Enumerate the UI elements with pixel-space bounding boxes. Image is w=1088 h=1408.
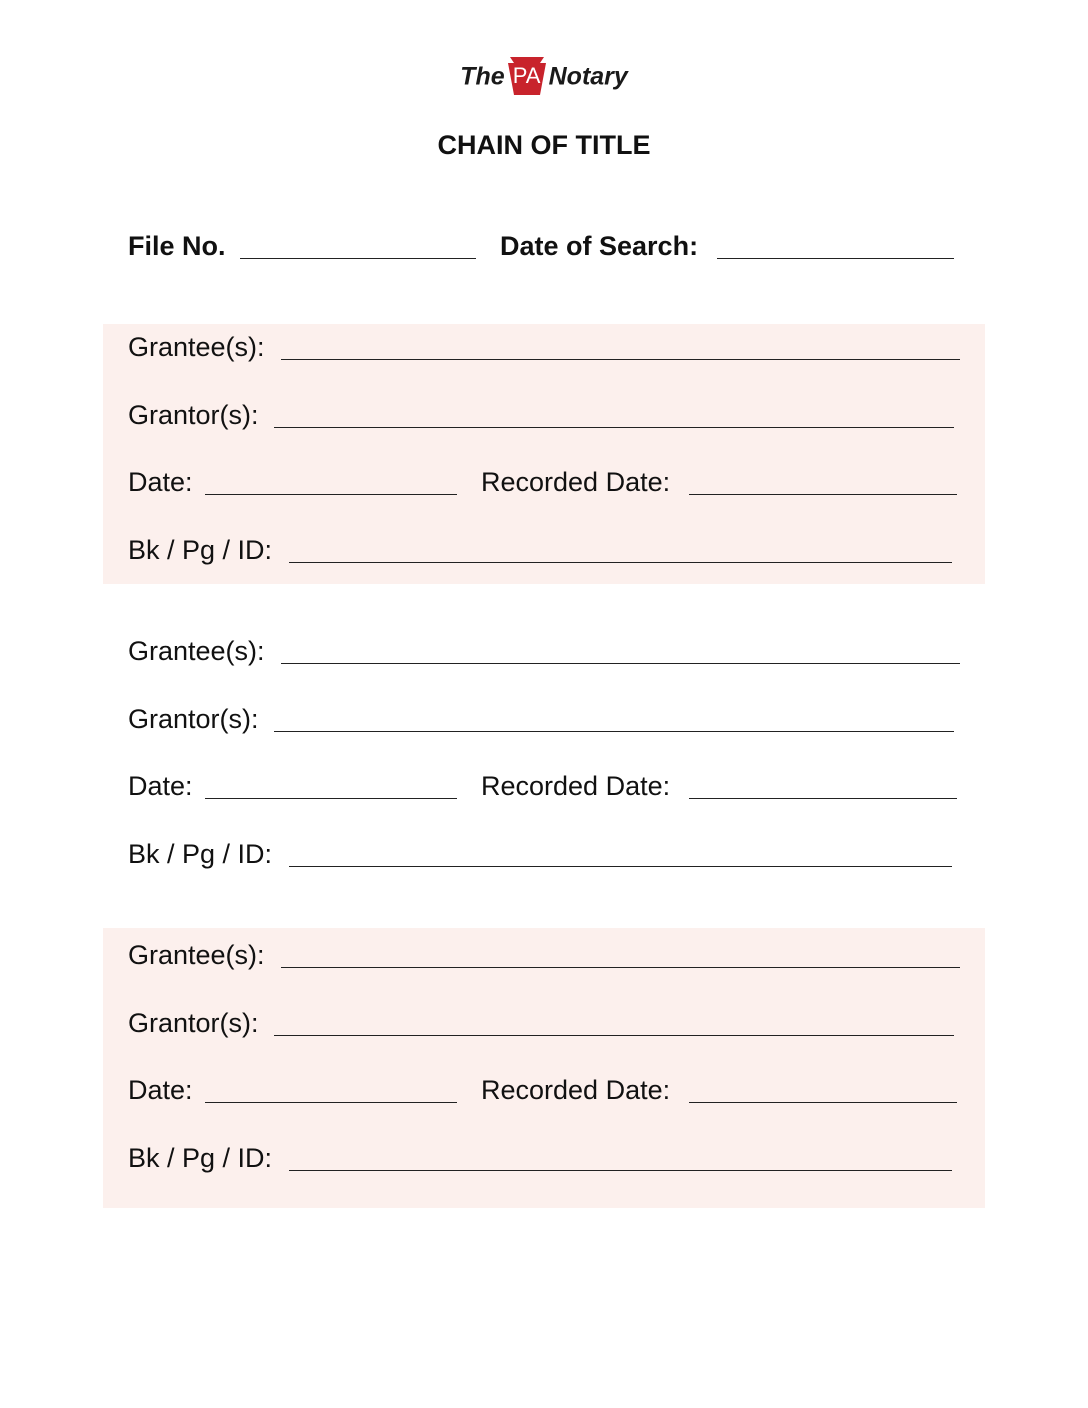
date-label: Date:: [128, 771, 193, 801]
grantor-label: Grantor(s):: [128, 704, 259, 734]
header-row: [0, 226, 1088, 266]
chain-entry-2: [103, 628, 985, 888]
bk-pg-id-label: Bk / Pg / ID:: [128, 535, 273, 565]
chain-entry-3: [103, 928, 985, 1208]
logo-word-notary: Notary: [548, 62, 628, 91]
date-field[interactable]: [205, 798, 457, 799]
recorded-date-label: Recorded Date:: [481, 1075, 671, 1105]
grantee-field[interactable]: [281, 359, 960, 360]
grantor-label: Grantor(s):: [128, 400, 259, 430]
grantee-label: Grantee(s):: [128, 940, 265, 970]
recorded-date-label: Recorded Date:: [481, 771, 671, 801]
the-pa-notary-logo: [0, 52, 1088, 98]
bk-pg-id-label: Bk / Pg / ID:: [128, 839, 273, 869]
recorded-date-field[interactable]: [689, 798, 957, 799]
recorded-date-label: Recorded Date:: [481, 467, 671, 497]
grantor-field[interactable]: [274, 427, 954, 428]
chain-entry-1: [103, 324, 985, 584]
logo-word-the: The: [460, 62, 505, 91]
file-no-label: File No.: [128, 231, 226, 261]
recorded-date-field[interactable]: [689, 494, 957, 495]
grantee-label: Grantee(s):: [128, 332, 265, 362]
bk-pg-id-field[interactable]: [289, 1170, 952, 1171]
grantor-field[interactable]: [274, 731, 954, 732]
bk-pg-id-label: Bk / Pg / ID:: [128, 1143, 273, 1173]
grantor-field[interactable]: [274, 1035, 954, 1036]
bk-pg-id-field[interactable]: [289, 866, 952, 867]
bk-pg-id-field[interactable]: [289, 562, 952, 563]
keystone-icon: [506, 55, 548, 97]
date-of-search-field[interactable]: [717, 258, 954, 259]
grantee-field[interactable]: [281, 967, 960, 968]
page-title: CHAIN OF TITLE: [437, 130, 651, 160]
recorded-date-field[interactable]: [689, 1102, 957, 1103]
date-field[interactable]: [205, 494, 457, 495]
grantor-label: Grantor(s):: [128, 1008, 259, 1038]
date-label: Date:: [128, 467, 193, 497]
grantee-label: Grantee(s):: [128, 636, 265, 666]
grantee-field[interactable]: [281, 663, 960, 664]
date-label: Date:: [128, 1075, 193, 1105]
logo-keystone-text: PA: [512, 63, 541, 89]
date-field[interactable]: [205, 1102, 457, 1103]
date-of-search-label: Date of Search:: [500, 231, 699, 261]
file-no-field[interactable]: [240, 258, 476, 259]
